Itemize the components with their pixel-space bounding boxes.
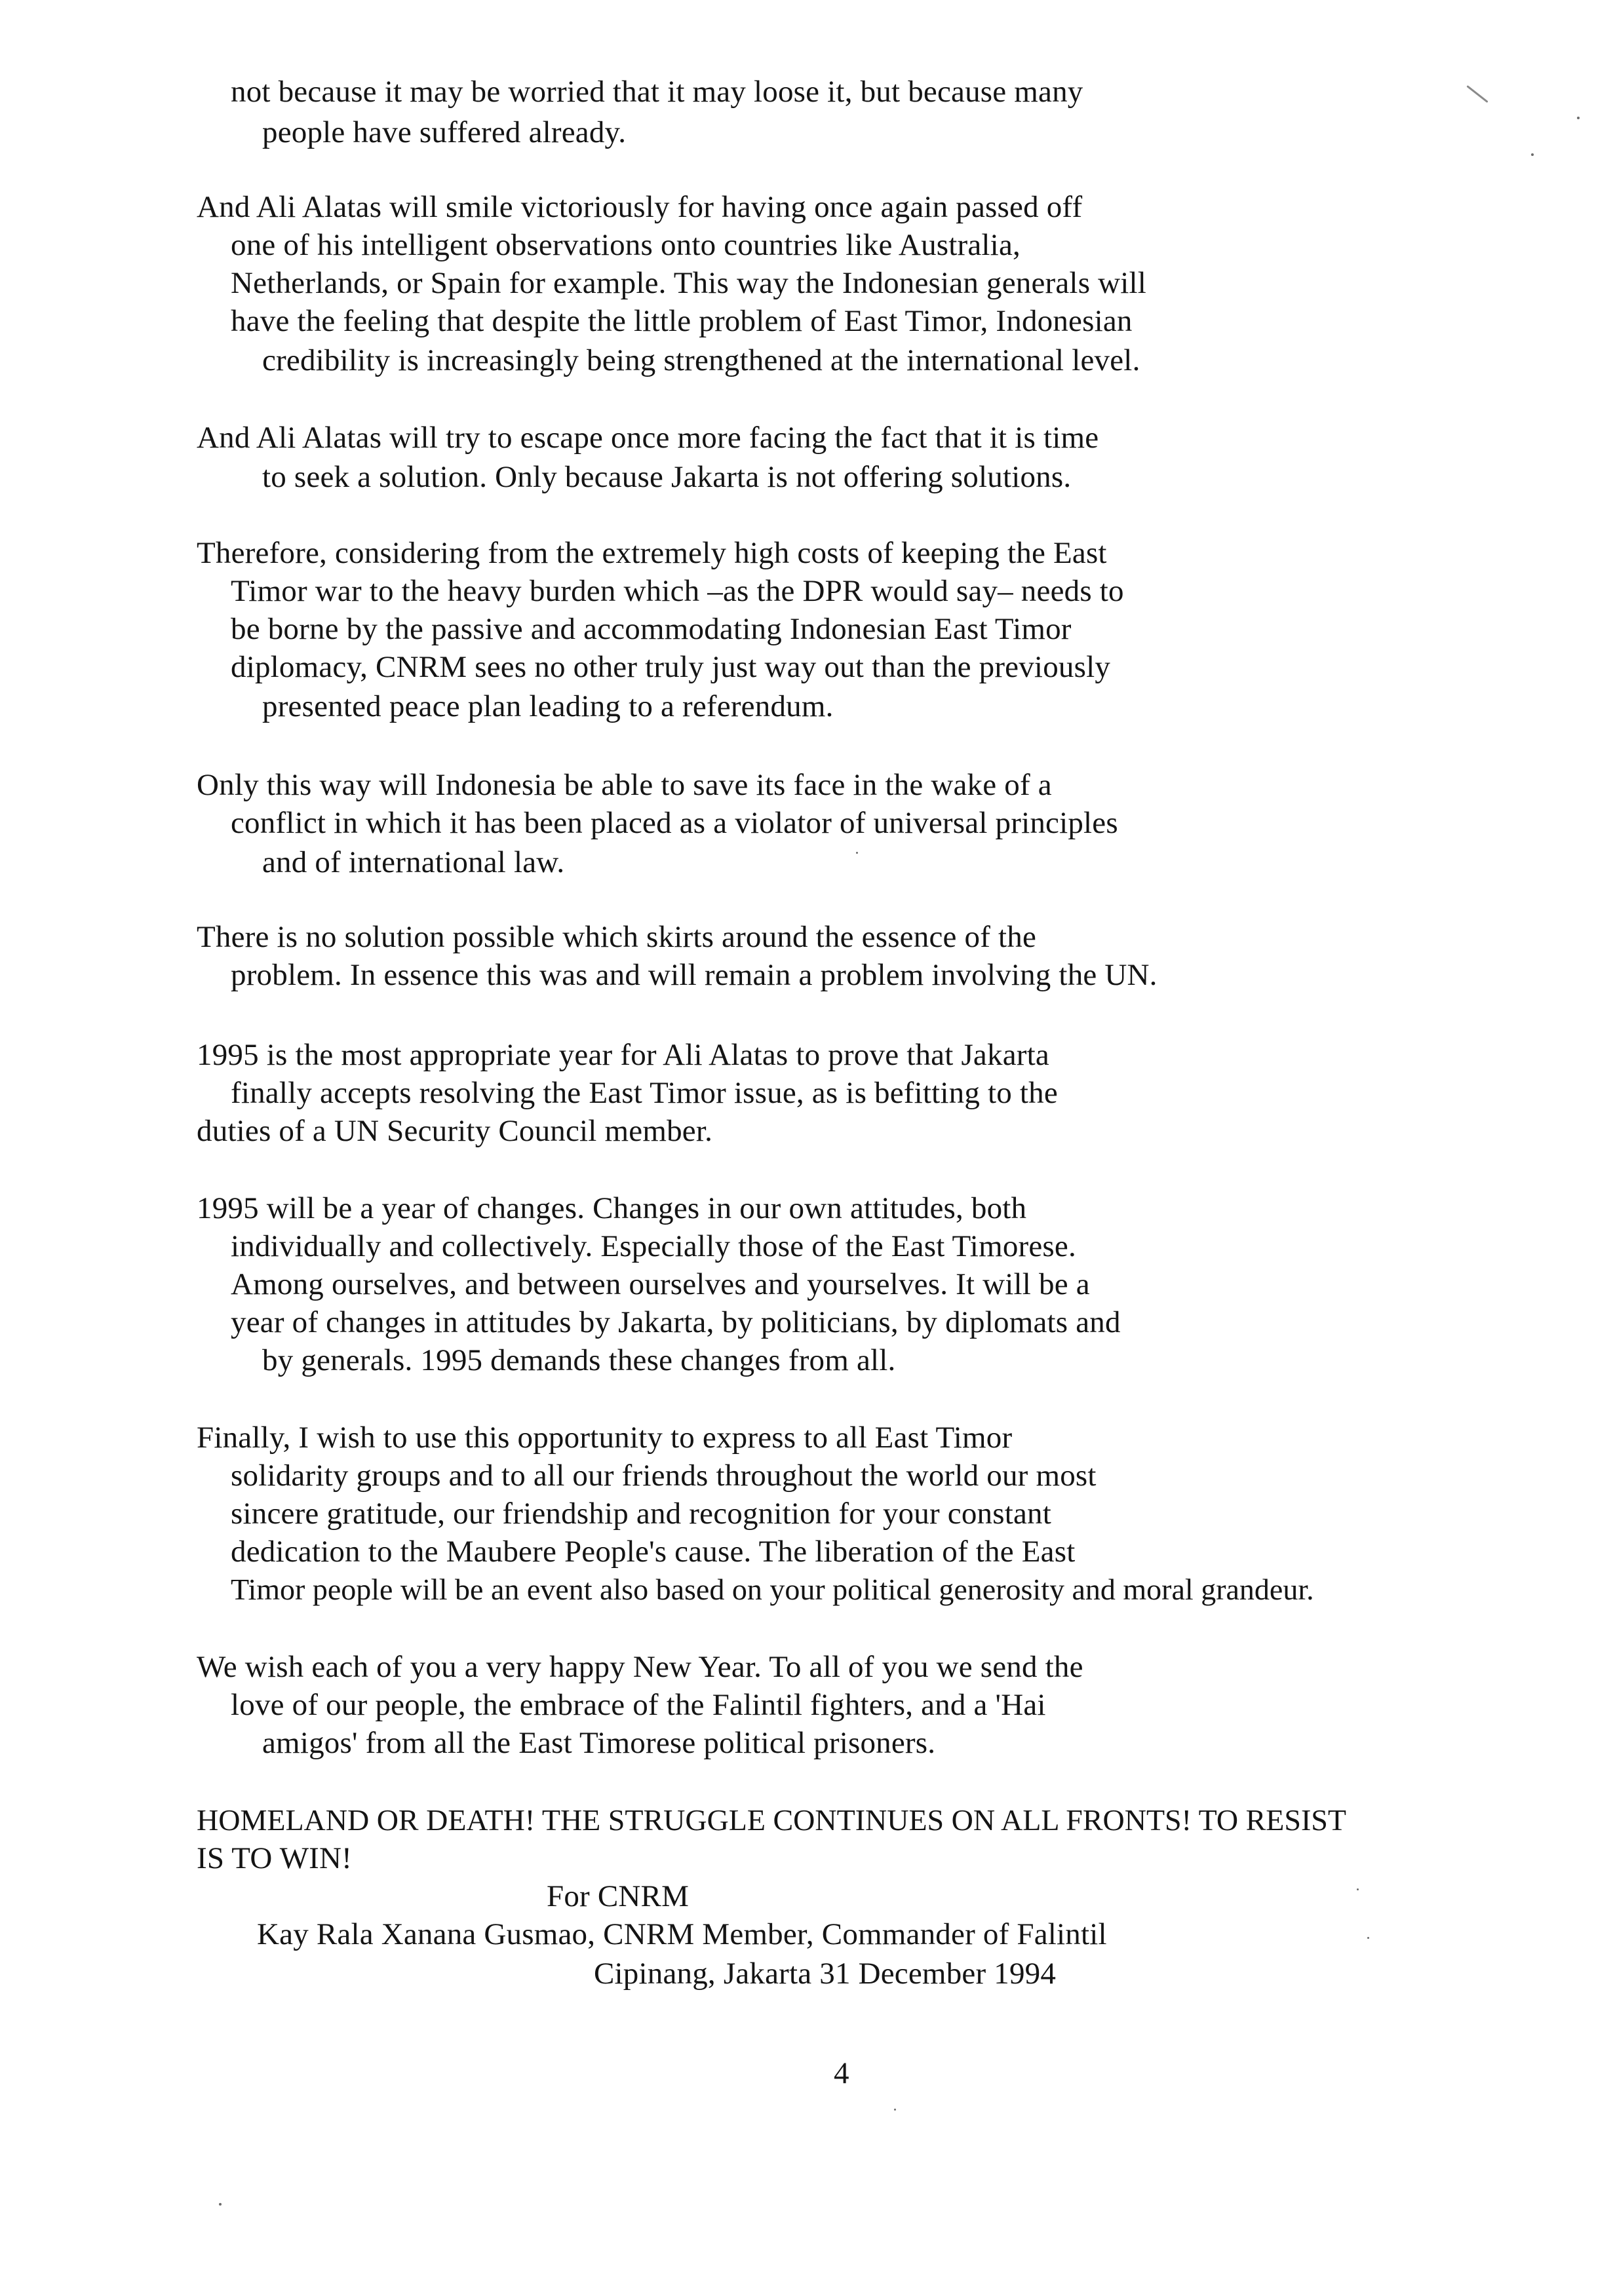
scan-speck (894, 2109, 896, 2111)
p9-line-1: Finally, I wish to use this opportunity to express to all East Timor (197, 1421, 1013, 1455)
p4-line-1: Therefore, considering from the extremely high costs of keeping the East (197, 536, 1107, 570)
p9-line-5: Timor people will be an event also based on your political generosity and moral grandeur. (231, 1573, 1314, 1606)
p10-line-1: We wish each of you a very happy New Year. To all of you we send the (197, 1650, 1083, 1684)
p1-line-2: people have suffered already. (262, 115, 627, 149)
p8-line-3: Among ourselves, and between ourselves and yourselves. It will be a (231, 1267, 1090, 1301)
p3-line-1: And Ali Alatas will try to escape once more facing the fact that it is time (197, 421, 1099, 455)
scan-speck (219, 2203, 222, 2206)
p9-line-2: solidarity groups and to all our friends throughout the world our most (231, 1459, 1097, 1493)
p5-line-1: Only this way will Indonesia be able to save its face in the wake of a (197, 768, 1052, 802)
signature-for-line: For CNRM (547, 1879, 690, 1913)
p6-line-1: There is no solution possible which skirts around the essence of the (197, 920, 1037, 954)
scan-speck (1357, 1888, 1359, 1890)
p4-line-3: be borne by the passive and accommodating Indonesian East Timor (231, 612, 1072, 646)
p8-line-2: individually and collectively. Especially those of the East Timorese. (231, 1229, 1076, 1263)
p10-line-2: love of our people, the embrace of the Falintil fighters, and a 'Hai (231, 1688, 1046, 1722)
p6-line-2: problem. In essence this was and will remain a problem involving the UN. (231, 958, 1158, 992)
p9-line-4: dedication to the Maubere People's cause. The liberation of the East (231, 1535, 1076, 1569)
p2-line-3: Netherlands, or Spain for example. This way the Indonesian generals will (231, 266, 1147, 300)
p7-line-3: duties of a UN Security Council member. (197, 1114, 713, 1148)
signature-place-date: Cipinang, Jakarta 31 December 1994 (594, 1957, 1057, 1991)
scan-speck (856, 852, 858, 854)
p2-line-1: And Ali Alatas will smile victoriously for having once again passed off (197, 190, 1083, 224)
p7-line-2: finally accepts resolving the East Timor issue, as is befitting to the (231, 1076, 1058, 1110)
signature-name-line: Kay Rala Xanana Gusmao, CNRM Member, Commander of Falintil (257, 1917, 1107, 1951)
p2-line-4: have the feeling that despite the little problem of East Timor, Indonesian (231, 304, 1133, 338)
p8-line-1: 1995 will be a year of changes. Changes in our own attitudes, both (197, 1191, 1027, 1225)
p9-line-3: sincere gratitude, our friendship and recognition for your constant (231, 1497, 1051, 1531)
p7-line-1: 1995 is the most appropriate year for Ali Alatas to prove that Jakarta (197, 1038, 1049, 1072)
scan-speck (1577, 117, 1580, 119)
p4-line-5: presented peace plan leading to a referendum. (262, 689, 834, 723)
p10-line-3: amigos' from all the East Timorese political prisoners. (262, 1726, 936, 1760)
p2-line-2: one of his intelligent observations onto countries like Australia, (231, 228, 1021, 262)
p2-line-5: credibility is increasingly being strengthened at the international level. (262, 343, 1140, 377)
scan-speck (1367, 1937, 1369, 1939)
scan-speck (1466, 85, 1488, 103)
p3-line-2: to seek a solution. Only because Jakarta is not offering solutions. (262, 460, 1072, 494)
p5-line-3: and of international law. (262, 845, 565, 879)
p4-line-2: Timor war to the heavy burden which –as the DPR would say– needs to (231, 574, 1124, 608)
slogan-line-1: HOMELAND OR DEATH! THE STRUGGLE CONTINUES ON ALL FRONTS! TO RESIST (197, 1803, 1346, 1837)
scan-speck (1531, 153, 1534, 156)
page-number: 4 (834, 2056, 849, 2090)
p1-line-1: not because it may be worried that it may loose it, but because many (231, 75, 1083, 109)
p5-line-2: conflict in which it has been placed as a violator of universal principles (231, 806, 1118, 840)
p8-line-5: by generals. 1995 demands these changes from all. (262, 1343, 896, 1377)
slogan-line-2: IS TO WIN! (197, 1841, 352, 1875)
p8-line-4: year of changes in attitudes by Jakarta, by politicians, by diplomats and (231, 1305, 1121, 1339)
p4-line-4: diplomacy, CNRM sees no other truly just way out than the previously (231, 650, 1111, 684)
